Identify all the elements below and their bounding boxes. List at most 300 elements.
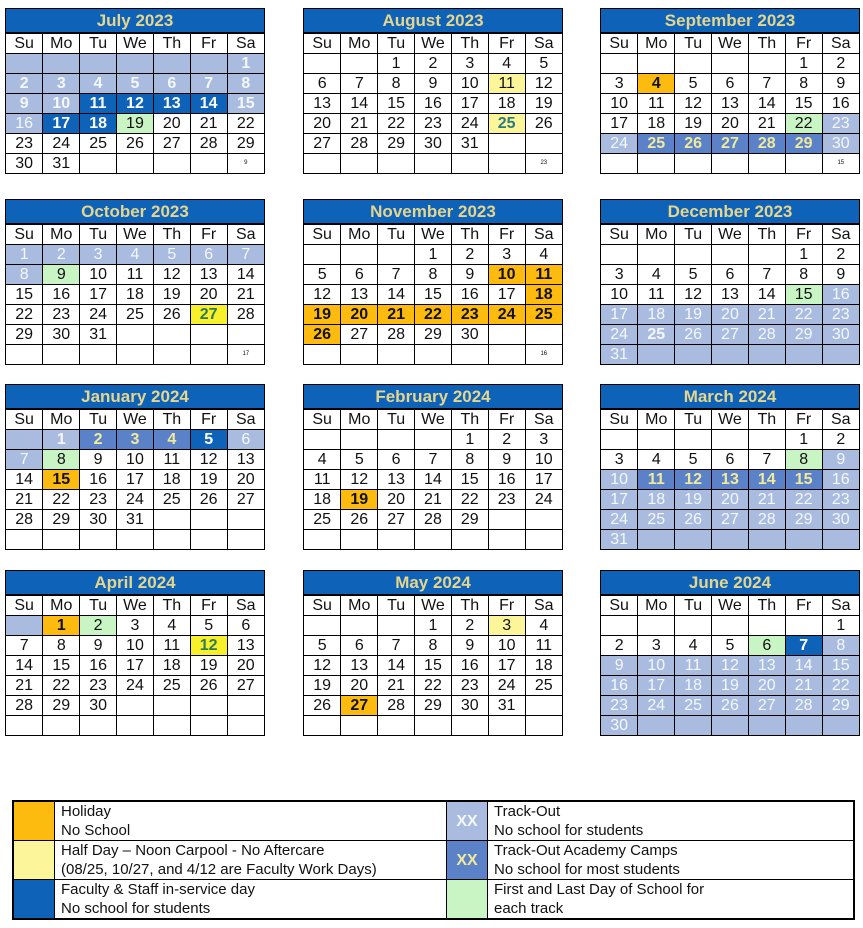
day-cell: 12 [675, 470, 712, 490]
day-cell: 25 [638, 510, 675, 530]
month-title: June 2024 [601, 571, 859, 595]
day-cell: 11 [638, 285, 675, 305]
week-row [601, 94, 859, 114]
day-cell: 11 [675, 656, 712, 676]
week-row [6, 656, 264, 676]
day-cell: 30 [822, 325, 859, 345]
day-cell: 2 [6, 74, 43, 94]
day-cell: 2 [43, 245, 80, 265]
legend-track-out [488, 802, 854, 841]
weekday-header: Su [304, 410, 341, 430]
week-row [601, 305, 859, 325]
empty-cell [117, 530, 154, 550]
day-cell: 4 [638, 265, 675, 285]
empty-cell [341, 345, 378, 365]
day-cell: 11 [304, 470, 341, 490]
empty-cell [638, 430, 675, 450]
day-cell: 7 [190, 74, 227, 94]
day-cell: 30 [6, 154, 43, 174]
day-cell: 18 [80, 114, 117, 134]
day-cell: 7 [415, 450, 452, 470]
empty-cell [378, 245, 415, 265]
day-cell: 19 [117, 114, 154, 134]
day-cell: 30 [601, 716, 638, 736]
day-cell: 16 [451, 285, 488, 305]
weekday-header: Su [601, 410, 638, 430]
empty-cell [748, 54, 785, 74]
day-cell: 9 [822, 450, 859, 470]
week-row [601, 245, 859, 265]
empty-cell [601, 245, 638, 265]
month-title: August 2023 [304, 9, 562, 33]
day-cell: 7 [227, 245, 264, 265]
day-cell: 21 [415, 490, 452, 510]
empty-cell [488, 716, 525, 736]
weekday-header: Fr [488, 225, 525, 245]
day-cell: 17 [451, 94, 488, 114]
day-cell: 17 [227, 345, 264, 365]
legend-inservice-title: Faculty & Staff in-service day [61, 881, 255, 898]
month-calendar [5, 8, 265, 174]
empty-cell [153, 696, 190, 716]
month-title: December 2023 [601, 200, 859, 224]
day-cell: 7 [378, 265, 415, 285]
empty-cell [80, 530, 117, 550]
week-row [601, 325, 859, 345]
legend-academy-desc: No school for most students [494, 861, 680, 878]
weekday-header: Mo [43, 34, 80, 54]
empty-cell [43, 54, 80, 74]
empty-cell [304, 616, 341, 636]
week-row [601, 470, 859, 490]
day-cell: 13 [712, 285, 749, 305]
day-cell: 30 [43, 325, 80, 345]
weekday-header: Sa [525, 410, 562, 430]
weekday-header: We [712, 410, 749, 430]
day-cell: 7 [6, 450, 43, 470]
week-row [601, 676, 859, 696]
empty-cell [117, 716, 154, 736]
weekday-header: We [117, 410, 154, 430]
weekday-header: Th [748, 410, 785, 430]
weekday-header: Sa [822, 410, 859, 430]
day-cell: 12 [675, 285, 712, 305]
empty-cell [43, 716, 80, 736]
week-row [601, 285, 859, 305]
empty-cell [712, 345, 749, 365]
empty-cell [748, 245, 785, 265]
week-row [6, 490, 264, 510]
day-cell: 9 [6, 94, 43, 114]
week-row [601, 696, 859, 716]
day-cell: 30 [80, 696, 117, 716]
day-cell: 28 [748, 325, 785, 345]
empty-cell [638, 616, 675, 636]
day-cell: 3 [638, 636, 675, 656]
day-cell: 24 [488, 305, 525, 325]
day-cell: 16 [822, 94, 859, 114]
empty-cell [378, 616, 415, 636]
day-cell: 27 [190, 305, 227, 325]
week-row [6, 325, 264, 345]
day-cell: 30 [451, 696, 488, 716]
weekday-header: Sa [822, 596, 859, 616]
empty-cell [451, 345, 488, 365]
day-cell: 9 [451, 636, 488, 656]
day-cell: 16 [822, 470, 859, 490]
academy-camps-swatch: XX [447, 841, 488, 880]
week-row [601, 490, 859, 510]
day-cell: 26 [341, 510, 378, 530]
weekday-header: Mo [43, 596, 80, 616]
day-cell: 16 [488, 470, 525, 490]
legend-half-day-desc: (08/25, 10/27, and 4/12 are Faculty Work Days) [61, 861, 377, 878]
week-row [304, 716, 562, 736]
day-cell: 2 [822, 430, 859, 450]
day-cell: 13 [341, 656, 378, 676]
day-cell: 20 [341, 676, 378, 696]
day-cell: 3 [117, 430, 154, 450]
empty-cell [785, 616, 822, 636]
day-cell: 18 [525, 285, 562, 305]
empty-cell [748, 530, 785, 550]
day-cell: 17 [43, 114, 80, 134]
day-cell: 19 [153, 285, 190, 305]
weekday-header: Sa [822, 34, 859, 54]
weekday-header: Fr [488, 410, 525, 430]
day-cell: 24 [488, 676, 525, 696]
day-cell: 14 [748, 94, 785, 114]
day-cell: 10 [525, 450, 562, 470]
empty-cell [304, 430, 341, 450]
week-row [304, 470, 562, 490]
week-row [601, 450, 859, 470]
day-cell: 27 [712, 134, 749, 154]
weekday-header: Tu [80, 410, 117, 430]
week-row [304, 696, 562, 716]
month-calendar [5, 570, 265, 736]
week-row [304, 285, 562, 305]
weekday-header: We [712, 34, 749, 54]
month-title: March 2024 [601, 385, 859, 409]
day-cell: 12 [153, 265, 190, 285]
legend-track-out-title: Track-Out [494, 803, 561, 820]
month-calendar [600, 8, 860, 174]
weekday-header: Mo [341, 410, 378, 430]
empty-cell [638, 530, 675, 550]
day-cell: 10 [117, 636, 154, 656]
day-cell: 3 [488, 245, 525, 265]
weekday-header: We [117, 225, 154, 245]
day-cell: 1 [6, 245, 43, 265]
legend-academy [488, 841, 854, 880]
day-cell: 4 [525, 616, 562, 636]
day-cell: 26 [304, 325, 341, 345]
day-cell: 17 [638, 676, 675, 696]
day-cell: 22 [43, 676, 80, 696]
legend [12, 800, 855, 920]
day-cell: 30 [80, 510, 117, 530]
day-cell: 24 [117, 490, 154, 510]
day-cell: 14 [190, 94, 227, 114]
empty-cell [80, 345, 117, 365]
week-row [6, 530, 264, 550]
day-cell: 20 [227, 470, 264, 490]
weekday-header: Mo [341, 596, 378, 616]
weekday-header: Th [153, 34, 190, 54]
weekday-header: Tu [675, 34, 712, 54]
day-cell: 26 [117, 134, 154, 154]
day-cell: 28 [378, 325, 415, 345]
empty-cell [415, 530, 452, 550]
day-cell: 13 [190, 265, 227, 285]
day-cell: 8 [451, 450, 488, 470]
empty-cell [601, 154, 638, 174]
week-row [601, 636, 859, 656]
empty-cell [378, 530, 415, 550]
empty-cell [675, 345, 712, 365]
day-cell: 2 [80, 430, 117, 450]
day-cell: 19 [190, 656, 227, 676]
day-cell: 15 [785, 285, 822, 305]
weekday-header: Mo [43, 410, 80, 430]
day-cell: 27 [712, 325, 749, 345]
day-cell: 6 [153, 74, 190, 94]
empty-cell [227, 325, 264, 345]
day-cell: 2 [451, 616, 488, 636]
week-row [6, 470, 264, 490]
day-cell: 17 [601, 114, 638, 134]
day-cell: 4 [638, 74, 675, 94]
month-title: April 2024 [6, 571, 264, 595]
day-cell: 14 [748, 470, 785, 490]
day-cell: 5 [341, 450, 378, 470]
day-cell: 11 [638, 470, 675, 490]
day-cell: 8 [43, 450, 80, 470]
day-cell: 11 [80, 94, 117, 114]
empty-cell [227, 696, 264, 716]
day-cell: 20 [190, 285, 227, 305]
day-cell: 10 [451, 74, 488, 94]
day-cell: 7 [748, 74, 785, 94]
day-cell: 1 [43, 616, 80, 636]
day-cell: 1 [227, 54, 264, 74]
day-cell: 7 [748, 265, 785, 285]
empty-cell [785, 154, 822, 174]
weekday-header: We [712, 596, 749, 616]
day-cell: 4 [488, 54, 525, 74]
day-cell: 3 [601, 74, 638, 94]
empty-cell [190, 696, 227, 716]
week-row [304, 490, 562, 510]
empty-cell [153, 345, 190, 365]
day-cell: 17 [80, 285, 117, 305]
week-row [304, 510, 562, 530]
day-cell: 26 [304, 696, 341, 716]
legend-row [14, 880, 854, 919]
day-cell: 6 [712, 74, 749, 94]
weekday-header: Th [451, 34, 488, 54]
day-cell: 22 [227, 114, 264, 134]
month-calendar [5, 384, 265, 550]
day-cell: 24 [638, 696, 675, 716]
day-cell: 24 [451, 114, 488, 134]
week-row [6, 305, 264, 325]
weekday-header: Tu [378, 410, 415, 430]
day-cell: 18 [638, 305, 675, 325]
weekday-header: Su [304, 34, 341, 54]
day-cell: 11 [488, 74, 525, 94]
day-cell: 3 [601, 265, 638, 285]
weekday-header: Su [6, 225, 43, 245]
day-cell: 25 [525, 305, 562, 325]
empty-cell [488, 510, 525, 530]
empty-cell [190, 530, 227, 550]
weekday-header: Mo [638, 410, 675, 430]
day-cell: 20 [712, 305, 749, 325]
week-row [304, 114, 562, 134]
week-row [304, 636, 562, 656]
week-row [6, 94, 264, 114]
month-title: July 2023 [6, 9, 264, 33]
day-cell: 16 [80, 470, 117, 490]
day-cell: 8 [6, 265, 43, 285]
week-row [6, 54, 264, 74]
day-cell: 28 [415, 510, 452, 530]
weekday-header: Fr [190, 225, 227, 245]
day-cell: 23 [43, 305, 80, 325]
month-title: January 2024 [6, 385, 264, 409]
day-cell: 8 [785, 450, 822, 470]
day-cell: 28 [6, 696, 43, 716]
weekday-header: Sa [227, 225, 264, 245]
day-cell: 21 [748, 114, 785, 134]
empty-cell [488, 325, 525, 345]
day-cell: 9 [822, 265, 859, 285]
day-cell: 5 [712, 636, 749, 656]
empty-cell [341, 716, 378, 736]
weekday-header: Sa [227, 596, 264, 616]
week-row [6, 345, 264, 365]
day-cell: 12 [117, 94, 154, 114]
empty-cell [712, 616, 749, 636]
day-cell: 23 [822, 490, 859, 510]
day-cell: 6 [712, 265, 749, 285]
day-cell: 4 [117, 245, 154, 265]
day-cell: 6 [227, 616, 264, 636]
day-cell: 29 [43, 510, 80, 530]
day-cell: 28 [6, 510, 43, 530]
day-cell: 18 [675, 676, 712, 696]
empty-cell [6, 54, 43, 74]
empty-cell [638, 345, 675, 365]
day-cell: 8 [415, 636, 452, 656]
empty-cell [525, 716, 562, 736]
empty-cell [822, 716, 859, 736]
empty-cell [525, 696, 562, 716]
week-row [304, 305, 562, 325]
day-cell: 19 [675, 490, 712, 510]
empty-cell [341, 616, 378, 636]
legend-table [13, 801, 854, 919]
month-title: May 2024 [304, 571, 562, 595]
empty-cell [190, 54, 227, 74]
empty-cell [341, 154, 378, 174]
day-cell: 5 [153, 245, 190, 265]
day-cell: 22 [785, 490, 822, 510]
day-cell: 26 [712, 696, 749, 716]
day-cell: 19 [712, 676, 749, 696]
week-row [601, 54, 859, 74]
day-cell: 14 [227, 265, 264, 285]
empty-cell [785, 345, 822, 365]
day-cell: 13 [378, 470, 415, 490]
weekday-header: Sa [227, 34, 264, 54]
weekday-header: Tu [80, 596, 117, 616]
empty-cell [227, 530, 264, 550]
day-cell: 19 [675, 114, 712, 134]
day-cell: 12 [525, 74, 562, 94]
weekday-header: Tu [80, 225, 117, 245]
day-cell: 3 [601, 450, 638, 470]
week-row [6, 696, 264, 716]
week-row [304, 430, 562, 450]
empty-cell [675, 616, 712, 636]
holiday-swatch [14, 802, 55, 841]
week-row [601, 530, 859, 550]
day-cell: 7 [6, 636, 43, 656]
day-cell: 19 [675, 305, 712, 325]
day-cell: 20 [712, 114, 749, 134]
day-cell: 21 [378, 676, 415, 696]
day-cell: 8 [227, 74, 264, 94]
day-cell: 13 [712, 470, 749, 490]
day-cell: 4 [675, 636, 712, 656]
weekday-header: Th [748, 34, 785, 54]
empty-cell [6, 716, 43, 736]
day-cell: 6 [227, 430, 264, 450]
empty-cell [341, 530, 378, 550]
inservice-swatch [14, 880, 55, 919]
day-cell: 27 [227, 490, 264, 510]
day-cell: 9 [80, 450, 117, 470]
day-cell: 10 [80, 265, 117, 285]
empty-cell [675, 245, 712, 265]
day-cell: 23 [80, 676, 117, 696]
day-cell: 21 [378, 305, 415, 325]
week-row [6, 430, 264, 450]
day-cell: 9 [415, 74, 452, 94]
week-row [6, 676, 264, 696]
day-cell: 13 [304, 94, 341, 114]
month-calendar [303, 8, 563, 174]
day-cell: 15 [785, 94, 822, 114]
empty-cell [748, 430, 785, 450]
empty-cell [822, 345, 859, 365]
day-cell: 16 [601, 676, 638, 696]
day-cell: 27 [341, 325, 378, 345]
day-cell: 9 [451, 265, 488, 285]
day-cell: 6 [748, 636, 785, 656]
month-calendar [303, 199, 563, 365]
day-cell: 25 [525, 676, 562, 696]
weekday-header: We [415, 410, 452, 430]
empty-cell [227, 716, 264, 736]
weekday-header: Mo [638, 596, 675, 616]
month-calendar [600, 384, 860, 550]
day-cell: 20 [378, 490, 415, 510]
day-cell: 12 [304, 285, 341, 305]
